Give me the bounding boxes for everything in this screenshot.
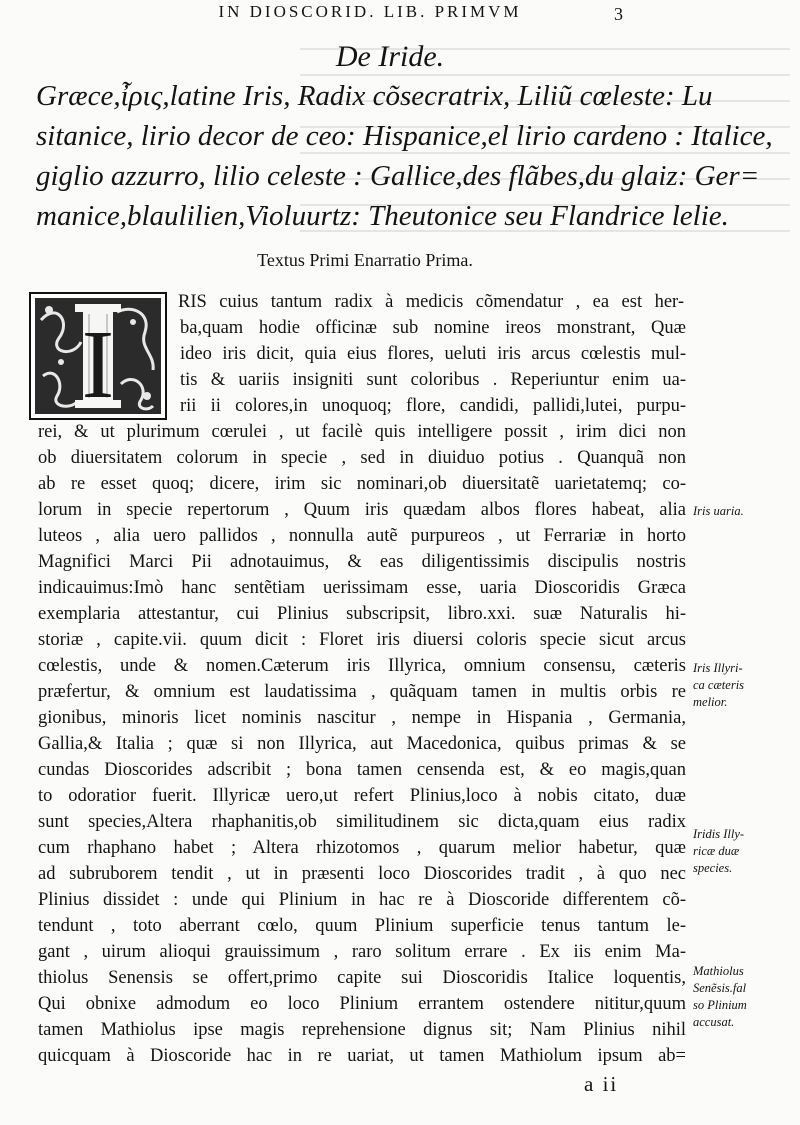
body-line: storiæ , capite.vii. quum dicit : Floret iris diuersi coloris specie sicut arcus	[38, 630, 686, 650]
marginal-note	[693, 503, 793, 520]
names-line: sitanice, lirio decor de ceo: Hispanice,el lirio cardeno : Italice,	[36, 120, 773, 152]
body-line: ob diuersitatem colorum in specie , sed in diuiduo potius . Quanquã non	[38, 448, 686, 468]
body-line: rii ii colores,in unoquoq; flore, candidi, pallidi,lutei, purpu-	[180, 396, 686, 416]
bleed-through-line	[300, 74, 790, 76]
body-line: ba,quam hodie officinæ sub nomine ireos monstrant, Quæ	[180, 318, 686, 338]
marginal-note-line: ca cæteris	[693, 678, 745, 692]
marginal-note-line: Senẽsis.fal	[693, 981, 747, 995]
body-line: cœlestis, unde & nomen.Cæterum iris Illyrica, omnium consensu, cæteris	[38, 656, 686, 676]
body-line: Plinius dissidet : unde qui Plinium in hac re à Dioscoride differentem cõ-	[38, 890, 686, 910]
body-line: Magnifici Marci Pii adnotauimus, & eas diligentissimis discipulis nostris	[38, 552, 686, 572]
marginal-note-line: so Plinium	[693, 998, 747, 1012]
marginal-note-line: Iridis Illy-	[693, 827, 745, 841]
body-line: indicauimus:Imò hanc sentẽtiam uerissimam esse, uaria Dioscoridis Græca	[38, 578, 686, 598]
marginal-note	[693, 963, 793, 1031]
initial-letter: I	[81, 311, 115, 419]
body-line: tamen Mathiolus ipse magis reprehensione dignus sit; Nam Plinius nihil	[38, 1020, 686, 1040]
names-line: Græce,ἶρις,latine Iris, Radix cõsecratrix, Liliũ cœleste: Lu	[36, 80, 713, 112]
body-line: luteos , alia uero pallidos , nonnulla autẽ purpureos , ut Ferrariæ in horto	[38, 526, 686, 546]
woodcut-initial-image	[29, 292, 167, 420]
marginal-note-line: species.	[693, 861, 733, 875]
body-line: gionibus, minoris licet nominis nascitur , nempe in Hispania , Germania,	[38, 708, 686, 728]
body-line: sunt species,Altera rhaphanitis,ob similitudinem sic dicta,quam eius radix	[38, 812, 686, 832]
body-line: Qui obnixe admodum eo loco Plinium errantem ostendere nititur,quum	[38, 994, 686, 1014]
body-line: ideo iris dicit, quia eius flores, ueluti iris arcus cœlestis mul-	[180, 344, 686, 364]
body-line: exemplaria attestantur, cui Plinius subscripsit, libro.xxi. suæ Naturalis hi-	[38, 604, 686, 624]
body-line: gant , uirum alioqui grauissimum , raro solitum errare . Ex iis enim Ma-	[38, 942, 686, 962]
marginal-note	[693, 660, 793, 711]
body-line: rei, & ut plurimum cœrulei , ut facilè quis intelligere possit , irim dici non	[38, 422, 686, 442]
body-line: to odoratior fuerit. Illyricæ uero,ut refert Plinius,loco à nobis citato, duæ	[38, 786, 686, 806]
signature-mark: a ii	[584, 1072, 619, 1096]
body-line: Gallia,& Italia ; quæ si non Illyrica, aut Macedonica, quibus primas & se	[38, 734, 686, 754]
marginal-note-line: melior.	[693, 695, 728, 709]
body-line: thiolus Senensis se offert,primo capite sui Dioscoridis Italice loquentis,	[38, 968, 686, 988]
body-line: lorum in specie repertorum , Quum iris quædam albos flores habeat, alia	[38, 500, 686, 520]
decorated-initial	[29, 292, 167, 420]
body-line: ab re esset quoq; dicere, irim sic nominari,ob diuersitatẽ uarietatemq; co-	[38, 474, 686, 494]
body-line: cundas Dioscorides adscribit ; bona tamen censenda est, & eo magis,quan	[38, 760, 686, 780]
body-line: RIS cuius tantum radix à medicis cõmendatur , ea est her-	[178, 292, 684, 312]
section-subheading: Textus Primi Enarratio Prima.	[257, 250, 473, 270]
marginal-note-line: accusat.	[693, 1015, 735, 1029]
running-head: IN DIOSCORID. LIB. PRIMVM	[218, 2, 522, 21]
body-line: quicquam à Dioscoride hac in re uariat, ut tamen Mathiolum ipsum ab=	[38, 1046, 686, 1066]
body-line: tendunt , toto aberrant cœlo, quum Plinium superficie tenus tantum le-	[38, 916, 686, 936]
body-line: ad subruborem tendit , ut in præsenti loco Dioscorides tradit , à quo nec	[38, 864, 686, 884]
names-line: manice,blaulilien,Violuurtz: Theutonice seu Flandrice lelie.	[36, 200, 729, 232]
body-line: præfertur, & omnium est laudatissima , quãquam tamen in multis orbis re	[38, 682, 686, 702]
marginal-note-line: Iris Illyri-	[693, 661, 743, 675]
marginal-note-line: Iris uaria.	[693, 504, 744, 518]
page-number: 3	[614, 4, 623, 24]
body-line: cum rhaphano habet ; Altera rhizotomos , quarum melior habetur, quæ	[38, 838, 686, 858]
body-line: tis & uariis insigniti sunt coloribus . Reperiuntur enim ua-	[180, 370, 686, 390]
marginal-note	[693, 826, 793, 877]
marginal-note-line: ricæ duæ	[693, 844, 740, 858]
names-line: giglio azzurro, lilio celeste : Gallice,des flãbes,du glaiz: Ger=	[36, 160, 760, 192]
section-title: De Iride.	[335, 40, 445, 73]
marginal-note-line: Mathiolus	[693, 964, 744, 978]
